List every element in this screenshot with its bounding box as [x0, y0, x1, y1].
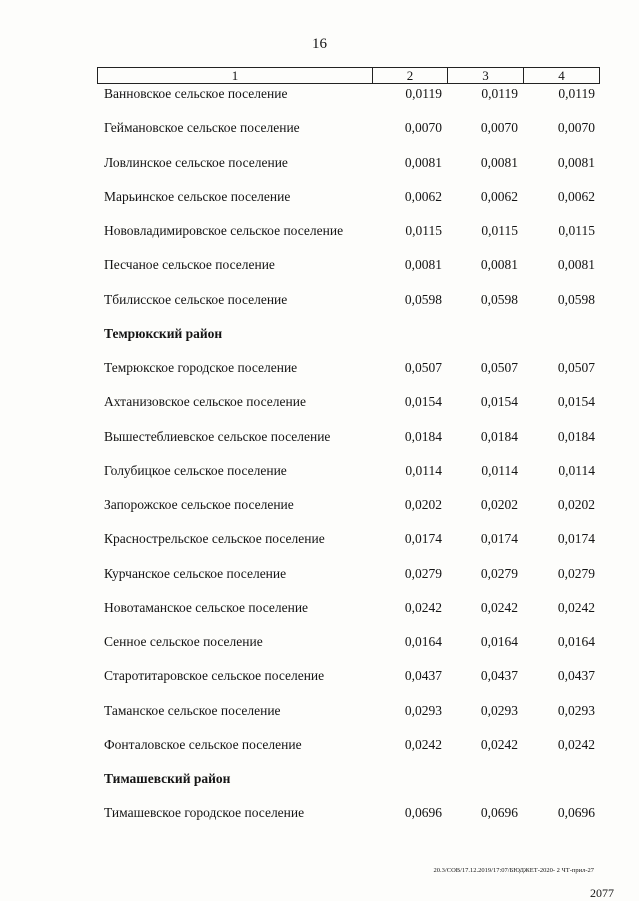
- table-row: [0, 221, 639, 241]
- table-row: [0, 118, 639, 138]
- value-col-2: 0,0115: [405, 223, 442, 238]
- header-col-3: 3: [448, 68, 524, 83]
- settlement-name: Тимашевское городское поселение: [104, 805, 305, 820]
- value-col-2: 0,0293: [404, 703, 442, 718]
- value-col-4: 0,0279: [557, 566, 595, 581]
- value-col-2: 0,0184: [404, 429, 442, 444]
- settlement-name: Ванновское сельское поселение: [104, 86, 288, 101]
- value-col-3: 0,0062: [480, 189, 518, 204]
- table-row: [0, 529, 639, 549]
- value-col-3: 0,0437: [480, 668, 518, 683]
- header-col-1: 1: [98, 68, 373, 83]
- settlement-name: Темрюкское городское поселение: [104, 360, 298, 375]
- settlement-name: Сенное сельское поселение: [104, 634, 263, 649]
- value-col-2: 0,0279: [404, 566, 442, 581]
- value-col-3: 0,0114: [481, 463, 518, 478]
- value-col-4: 0,0293: [557, 703, 595, 718]
- value-col-2: 0,0062: [404, 189, 442, 204]
- table-row: [0, 290, 639, 310]
- value-col-4: 0,0062: [557, 189, 595, 204]
- district-name: Темрюкский район: [104, 326, 223, 341]
- table-row: [0, 358, 639, 378]
- table-row: [0, 427, 639, 447]
- value-col-4: 0,0202: [557, 497, 595, 512]
- page-number: 16: [312, 36, 327, 52]
- value-col-2: 0,0242: [404, 600, 442, 615]
- value-col-4: 0,0174: [557, 531, 595, 546]
- value-col-2: 0,0081: [404, 155, 442, 170]
- value-col-2: 0,0202: [404, 497, 442, 512]
- section-heading: [0, 769, 639, 789]
- value-col-2: 0,0070: [404, 120, 442, 135]
- settlement-name: Курчанское сельское поселение: [104, 566, 287, 581]
- table-row: [0, 666, 639, 686]
- value-col-2: 0,0507: [404, 360, 442, 375]
- document-code: 20.3/СОВ/17.12.2019/17:07/БЮДЖЕТ-2020- 2 ЧТ-прил-27: [433, 867, 594, 874]
- value-col-2: 0,0154: [404, 394, 442, 409]
- table-row: [0, 153, 639, 173]
- value-col-4: 0,0081: [557, 257, 595, 272]
- value-col-2: 0,0119: [405, 86, 442, 101]
- value-col-3: 0,0081: [480, 257, 518, 272]
- value-col-3: 0,0115: [481, 223, 518, 238]
- value-col-3: 0,0119: [481, 86, 518, 101]
- settlement-name: Запорожское сельское поселение: [104, 497, 294, 512]
- settlement-name: Тбилисское сельское поселение: [104, 292, 288, 307]
- value-col-4: 0,0119: [558, 86, 595, 101]
- value-col-2: 0,0598: [404, 292, 442, 307]
- value-col-4: 0,0154: [557, 394, 595, 409]
- value-col-4: 0,0437: [557, 668, 595, 683]
- value-col-2: 0,0696: [404, 805, 442, 820]
- settlement-name: Голубицкое сельское поселение: [104, 463, 287, 478]
- table-row: [0, 598, 639, 618]
- value-col-3: 0,0242: [480, 600, 518, 615]
- settlement-name: Вышестеблиевское сельское поселение: [104, 429, 331, 444]
- value-col-2: 0,0081: [404, 257, 442, 272]
- settlement-name: Таманское сельское поселение: [104, 703, 281, 718]
- settlement-name: Новотаманское сельское поселение: [104, 600, 309, 615]
- value-col-4: 0,0115: [558, 223, 595, 238]
- corner-number: 2077: [590, 886, 614, 900]
- value-col-2: 0,0174: [404, 531, 442, 546]
- value-col-4: 0,0070: [557, 120, 595, 135]
- value-col-3: 0,0184: [480, 429, 518, 444]
- table-row: [0, 735, 639, 755]
- value-col-4: 0,0242: [557, 600, 595, 615]
- value-col-4: 0,0184: [557, 429, 595, 444]
- value-col-3: 0,0174: [480, 531, 518, 546]
- table-row: [0, 564, 639, 584]
- value-col-3: 0,0279: [480, 566, 518, 581]
- table-row: [0, 84, 639, 104]
- value-col-4: 0,0164: [557, 634, 595, 649]
- table-row: [0, 495, 639, 515]
- settlement-name: Марьинское сельское поселение: [104, 189, 291, 204]
- settlement-name: Нововладимировское сельское поселение: [104, 223, 344, 238]
- value-col-3: 0,0696: [480, 805, 518, 820]
- value-col-3: 0,0081: [480, 155, 518, 170]
- value-col-3: 0,0070: [480, 120, 518, 135]
- value-col-4: 0,0081: [557, 155, 595, 170]
- table-row: [0, 255, 639, 275]
- value-col-2: 0,0242: [404, 737, 442, 752]
- value-col-2: 0,0164: [404, 634, 442, 649]
- table-row: [0, 803, 639, 823]
- value-col-3: 0,0202: [480, 497, 518, 512]
- header-col-2: 2: [373, 68, 448, 83]
- value-col-2: 0,0114: [405, 463, 442, 478]
- settlement-name: Фонталовское сельское поселение: [104, 737, 302, 752]
- value-col-3: 0,0507: [480, 360, 518, 375]
- section-heading: [0, 324, 639, 344]
- table-row: [0, 392, 639, 412]
- header-col-4: 4: [558, 68, 565, 83]
- value-col-4: 0,0507: [557, 360, 595, 375]
- settlement-name: Песчаное сельское поселение: [104, 257, 275, 272]
- value-col-3: 0,0293: [480, 703, 518, 718]
- table-header: [97, 67, 600, 84]
- table-row: [0, 701, 639, 721]
- settlement-name: Старотитаровское сельское поселение: [104, 668, 325, 683]
- settlement-name: Геймановское сельское поселение: [104, 120, 300, 135]
- district-name: Тимашевский район: [104, 771, 231, 786]
- table-row: [0, 187, 639, 207]
- value-col-4: 0,0696: [557, 805, 595, 820]
- settlement-name: Ловлинское сельское поселение: [104, 155, 288, 170]
- table-row: [0, 461, 639, 481]
- settlement-name: Ахтанизовское сельское поселение: [104, 394, 306, 409]
- value-col-4: 0,0114: [558, 463, 595, 478]
- value-col-3: 0,0164: [480, 634, 518, 649]
- value-col-4: 0,0242: [557, 737, 595, 752]
- value-col-3: 0,0242: [480, 737, 518, 752]
- settlement-name: Краснострельское сельское поселение: [104, 531, 325, 546]
- value-col-4: 0,0598: [557, 292, 595, 307]
- value-col-3: 0,0598: [480, 292, 518, 307]
- table-row: [0, 632, 639, 652]
- value-col-2: 0,0437: [404, 668, 442, 683]
- value-col-3: 0,0154: [480, 394, 518, 409]
